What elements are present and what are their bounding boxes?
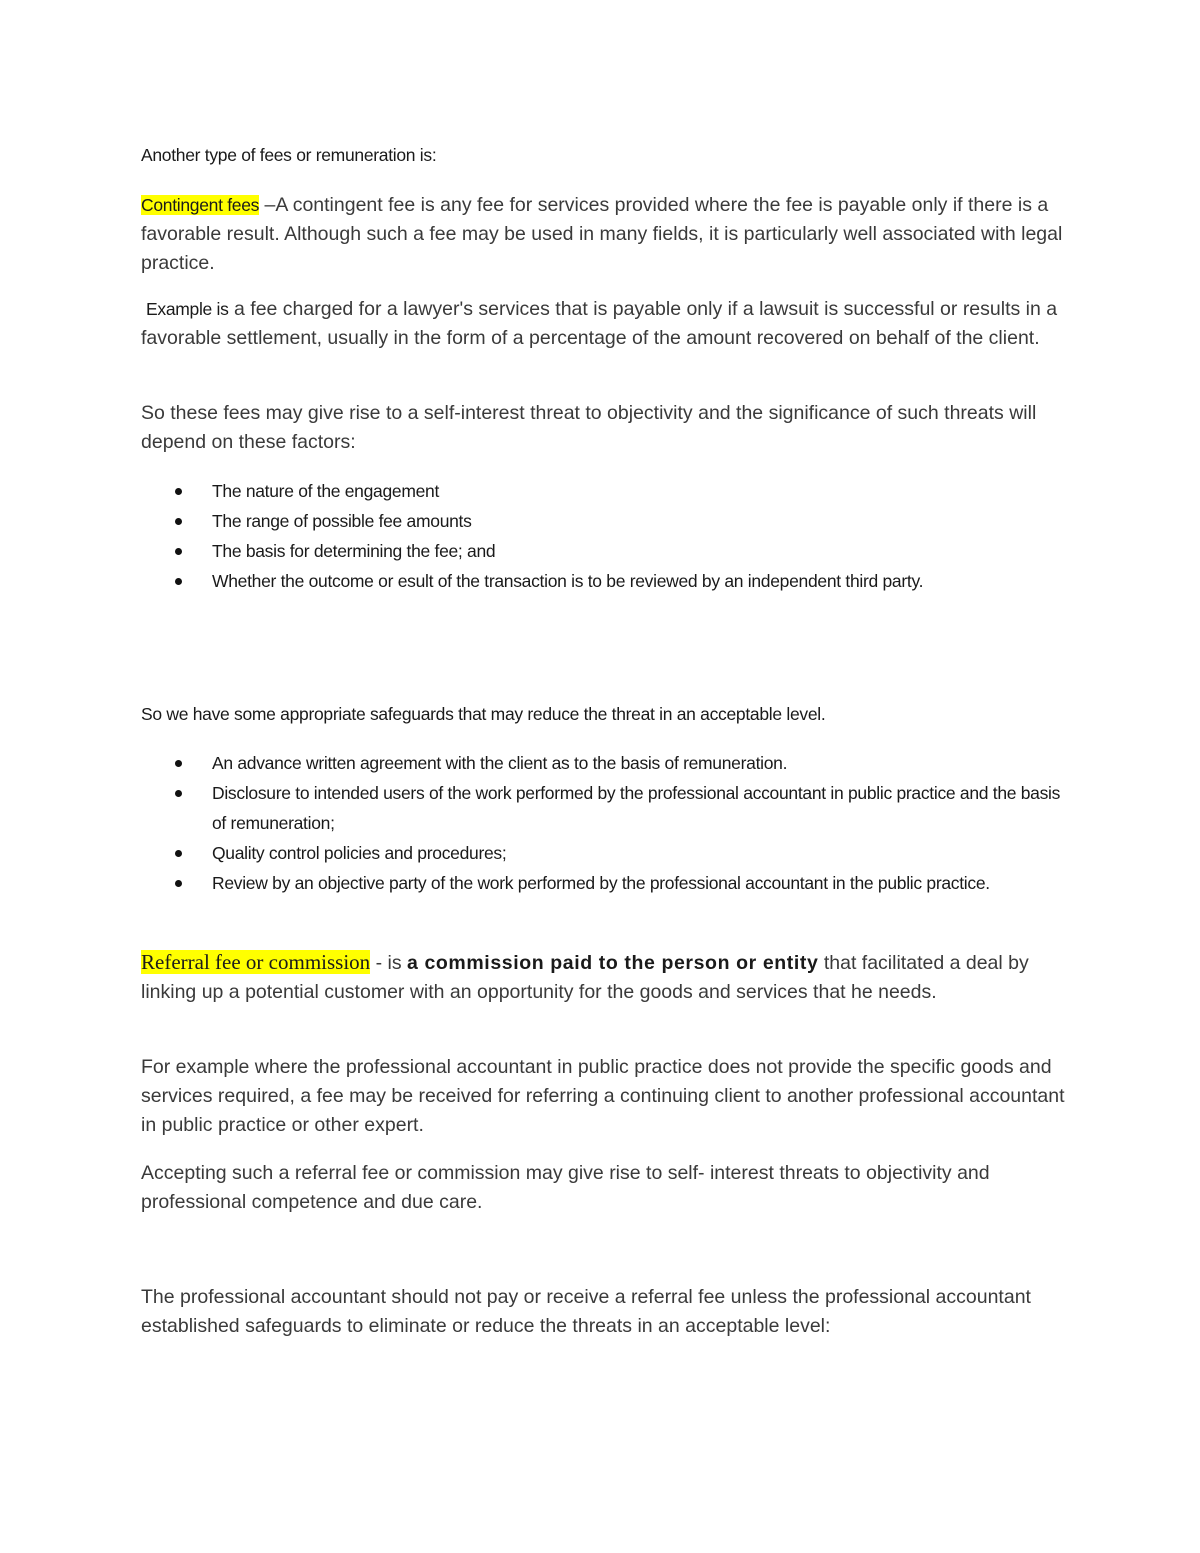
contingent-fees-term: Contingent fees	[141, 195, 260, 215]
list-item: The basis for determining the fee; and	[141, 536, 1066, 566]
referral-threat-text: Accepting such a referral fee or commission may give rise to self- interest threats to objectivity and professional competence and due care.	[141, 1162, 990, 1213]
bullet-icon	[175, 760, 182, 767]
list-item: The range of possible fee amounts	[141, 506, 1066, 536]
referral-fee-bold: a commission paid to the person or entity	[407, 952, 819, 974]
referral-fee-paragraph	[141, 948, 1066, 1007]
example-text: a fee charged for a lawyer's services that is payable only if a lawsuit is successful or results in a favorable settlement, usually in the form of a percentage of the amount recovered on behalf of the client.	[141, 298, 1058, 349]
safeguards-list	[141, 748, 1066, 898]
closing-text: The professional accountant should not pay or receive a referral fee unless the professional accountant established safeguards to eliminate or reduce the threats in an acceptable level:	[141, 1286, 1031, 1337]
referral-fee-term: Referral fee or commission	[141, 950, 371, 974]
list-item: The nature of the engagement	[141, 476, 1066, 506]
bullet-icon	[175, 578, 182, 585]
bullet-icon	[175, 548, 182, 555]
referral-fee-dash: - is	[370, 952, 408, 974]
bullet-icon	[175, 488, 182, 495]
contingent-fees-paragraph	[141, 190, 1066, 278]
list-item: Disclosure to intended users of the work performed by the professional accountant in public practice and the basis of remuneration;	[141, 778, 1066, 838]
list-item: An advance written agreement with the client as to the basis of remuneration.	[141, 748, 1066, 778]
bullet-icon	[175, 880, 182, 887]
bullet-icon	[175, 518, 182, 525]
referral-example-text: For example where the professional accountant in public practice does not provide the specific goods and services required, a fee may be received for referring a continuing client to another professional accountant in public practice or other expert.	[141, 1056, 1065, 1136]
list-item: Quality control policies and procedures;	[141, 838, 1066, 868]
example-paragraph	[141, 294, 1066, 353]
bullet-icon	[175, 790, 182, 797]
referral-fee-rest: that facilitated a deal by linking up a potential customer with an opportunity for the goods and services that he needs.	[141, 952, 1029, 1003]
factors-list	[141, 476, 1066, 596]
contingent-fees-definition: –A contingent fee is any fee for services provided where the fee is payable only if there is a favorable result. Although such a fee may be used in many fields, it is particularly well associated with legal practice.	[141, 194, 1063, 274]
example-lead: Example is	[146, 299, 229, 319]
intro-text: Another type of fees or remuneration is:	[141, 145, 437, 165]
list-item: Review by an objective party of the work performed by the professional accountant in the public practice.	[141, 868, 1066, 898]
threat-intro-text: So these fees may give rise to a self-interest threat to objectivity and the significance of such threats will depend on these factors:	[141, 402, 1037, 453]
bullet-icon	[175, 850, 182, 857]
safeguard-intro-text: So we have some appropriate safeguards that may reduce the threat in an acceptable level.	[141, 704, 826, 724]
list-item: Whether the outcome or esult of the transaction is to be reviewed by an independent third party.	[141, 566, 1066, 596]
